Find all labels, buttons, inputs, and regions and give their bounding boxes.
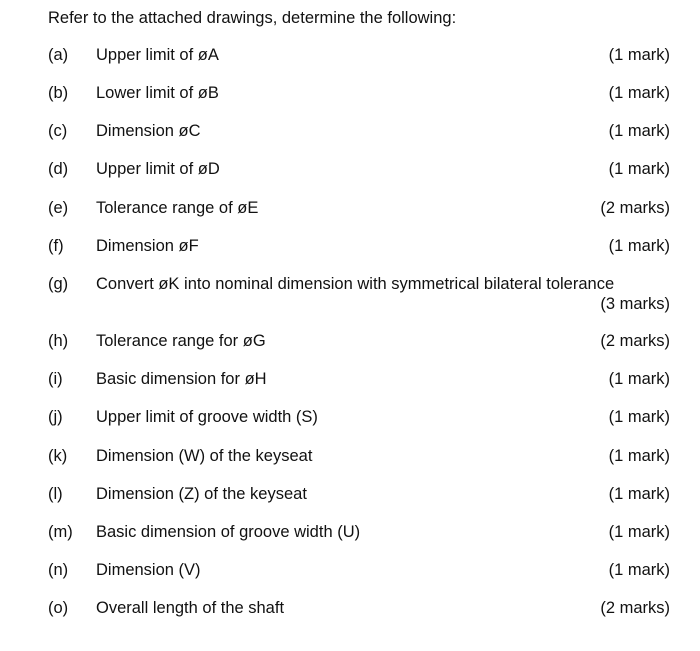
question-marks: (1 mark) <box>608 561 670 579</box>
question-text: Dimension øF <box>96 237 199 255</box>
question-text: Upper limit of øA <box>96 46 219 64</box>
question-label: (o) <box>48 599 69 617</box>
question-item-j <box>0 406 700 428</box>
question-item-h <box>0 330 700 352</box>
question-label: (e) <box>48 199 69 217</box>
question-text: Basic dimension of groove width (U) <box>96 523 361 541</box>
question-marks: (1 mark) <box>608 485 670 503</box>
question-marks: (1 mark) <box>608 447 670 465</box>
question-label: (b) <box>48 84 69 102</box>
question-marks: (1 mark) <box>608 408 670 426</box>
question-label: (h) <box>48 332 69 350</box>
question-item-m <box>0 521 700 543</box>
question-item-a <box>0 44 700 66</box>
question-label: (g) <box>48 275 69 293</box>
question-item-n <box>0 559 700 581</box>
question-text: Lower limit of øB <box>96 84 219 102</box>
question-marks: (3 marks) <box>600 295 670 313</box>
question-item-b <box>0 82 700 104</box>
question-label: (l) <box>48 485 63 503</box>
question-item-k <box>0 445 700 467</box>
question-marks: (2 marks) <box>600 199 670 217</box>
question-text: Tolerance range for øG <box>96 332 266 350</box>
question-marks: (1 mark) <box>608 84 670 102</box>
question-marks: (1 mark) <box>608 523 670 541</box>
question-item-c <box>0 120 700 142</box>
question-label: (f) <box>48 237 64 255</box>
question-label: (a) <box>48 46 69 64</box>
question-label: (c) <box>48 122 68 140</box>
question-text: Convert øK into nominal dimension with symmetrical bilateral tolerance <box>96 275 615 293</box>
question-text: Upper limit of øD <box>96 160 220 178</box>
question-text: Dimension øC <box>96 122 201 140</box>
question-text: Overall length of the shaft <box>96 599 285 617</box>
question-marks: (1 mark) <box>608 237 670 255</box>
question-marks: (1 mark) <box>608 160 670 178</box>
question-text: Tolerance range of øE <box>96 199 259 217</box>
question-label: (n) <box>48 561 69 579</box>
question-label: (i) <box>48 370 63 388</box>
question-label: (m) <box>48 523 73 541</box>
question-item-f <box>0 235 700 257</box>
question-marks: (2 marks) <box>600 332 670 350</box>
question-item-e <box>0 197 700 219</box>
question-item-l <box>0 483 700 505</box>
question-item-d <box>0 158 700 180</box>
question-marks: (1 mark) <box>608 46 670 64</box>
question-item-o <box>0 597 700 619</box>
question-item-i <box>0 368 700 390</box>
question-text: Dimension (W) of the keyseat <box>96 447 313 465</box>
instructions-heading: Refer to the attached drawings, determine the following: <box>48 9 457 27</box>
question-marks: (2 marks) <box>600 599 670 617</box>
question-label: (k) <box>48 447 68 465</box>
question-marks: (1 mark) <box>608 370 670 388</box>
question-text: Dimension (V) <box>96 561 201 579</box>
question-text: Basic dimension for øH <box>96 370 267 388</box>
question-text: Upper limit of groove width (S) <box>96 408 318 426</box>
question-marks: (1 mark) <box>608 122 670 140</box>
question-text: Dimension (Z) of the keyseat <box>96 485 307 503</box>
question-label: (d) <box>48 160 69 178</box>
question-label: (j) <box>48 408 63 426</box>
question-item-g <box>0 273 700 317</box>
